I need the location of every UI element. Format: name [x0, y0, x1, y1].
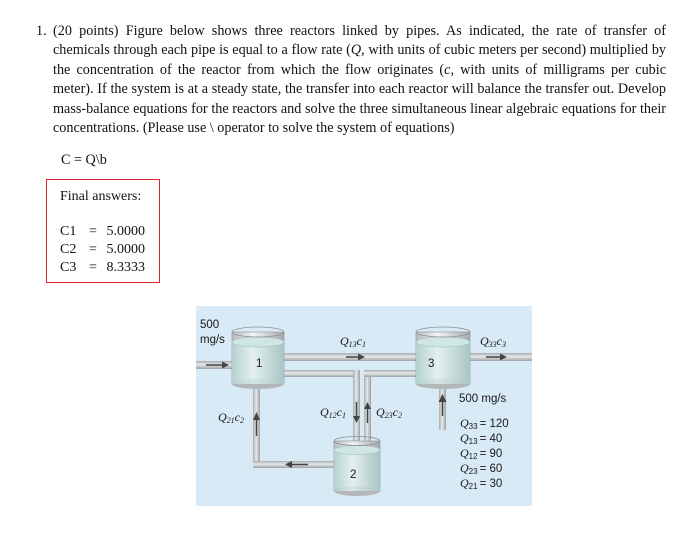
pipe-label-q21c2-c: c — [234, 410, 240, 424]
flow-q21-eq: = 30 — [479, 478, 503, 490]
answer-value: 5.0000 — [106, 242, 145, 257]
reactor-3 — [416, 327, 470, 389]
flow-q12 — [460, 446, 502, 461]
pipe-label-q33c3-sub: 33 — [488, 340, 497, 349]
pipe-label-q33c3 — [480, 334, 506, 349]
problem-text-c: , with units of milligrams per cubic meter). If the system is at a steady state, the transfer into each reactor will balance the transfer out. Develop mass-balance equations for the reactors and solve the three simultaneous linear algebraic equations for their concentrations. (Please use \ operator to solve the system of equations) — [53, 61, 667, 137]
pipe-label-q33c3-csub: 3 — [502, 340, 506, 349]
problem-text — [53, 22, 666, 138]
flow-q12-eq: = 90 — [479, 448, 503, 460]
answer-value: 8.3333 — [106, 260, 145, 275]
pipe-label-q23c2-q: Q — [376, 405, 385, 419]
pipe-label-q33c3-c: c — [496, 334, 502, 348]
answer-label: C1 — [60, 224, 77, 239]
pipe-label-q23c2-c: c — [392, 405, 398, 419]
c-symbol: c — [444, 61, 451, 78]
reactor-2-label: 2 — [350, 469, 357, 481]
pipe-label-q13c1-sub: 13 — [348, 340, 357, 349]
pipe-label-q33c3-q: Q — [480, 334, 489, 348]
pipe-label-q12c1 — [320, 405, 346, 420]
flow-q13-eq: = 40 — [479, 433, 503, 445]
pipe-label-q23c2-csub: 2 — [398, 411, 402, 420]
answer-value: 5.0000 — [106, 224, 145, 239]
flow-q21 — [460, 476, 502, 491]
answer-label: C3 — [60, 260, 77, 275]
reactor-1-label: 1 — [256, 358, 263, 370]
flow-q33-eq: = 120 — [479, 418, 509, 430]
answer-equals: = — [89, 224, 97, 239]
problem-text-b: , with units of cubic meters per second) multiplied by the concentration of the reactor from which the flow originates ( — [53, 42, 667, 78]
flow-q12-sub: 12 — [468, 452, 478, 461]
flow-q33-sub: 33 — [468, 422, 478, 431]
pipe-label-q23c2 — [376, 405, 402, 420]
problem-points: (20 points) — [53, 23, 119, 39]
pipe-label-q12c1-q: Q — [320, 405, 329, 419]
problem-text-a: Figure below shows three reactors linked by pipes. As indicated, the rate of transfer of chemicals through each pipe is equal to a flow rate ( — [53, 23, 666, 59]
flow-q23-q: Q — [460, 461, 469, 475]
pipe-label-q23c2-sub: 23 — [384, 411, 393, 420]
reactor-figure — [196, 306, 532, 506]
pipe-label-q12c1-sub: 12 — [328, 411, 337, 420]
pipe-label-q21c2-sub: 21 — [226, 416, 235, 425]
pipe-label-q21c2-q: Q — [218, 410, 227, 424]
pipe-label-q13c1-csub: 1 — [362, 340, 366, 349]
flow-q23-eq: = 60 — [479, 463, 503, 475]
problem-number: 1. — [36, 23, 47, 39]
flow-q21-q: Q — [460, 476, 469, 490]
flow-q13 — [460, 431, 502, 446]
pipe-label-q13c1 — [340, 334, 366, 349]
flow-q33 — [460, 416, 509, 431]
final-answers-box — [46, 179, 160, 283]
input-value: 500 — [200, 319, 220, 331]
pipe-label-q13c1-c: c — [356, 334, 362, 348]
pipe-label-q13c1-q: Q — [340, 334, 349, 348]
flow-q23-sub: 23 — [468, 467, 478, 476]
answer-row — [60, 242, 145, 258]
flow-q23 — [460, 461, 502, 476]
flow-values — [460, 416, 509, 491]
answer-equals: = — [89, 242, 97, 257]
output-label: 500 mg/s — [459, 393, 507, 405]
flow-q13-sub: 13 — [468, 437, 478, 446]
flow-q33-q: Q — [460, 416, 469, 430]
pipe-label-q21c2 — [218, 410, 244, 425]
formula: C = Q\b — [61, 152, 107, 168]
answers-title: Final answers: — [60, 189, 142, 204]
problem-statement — [36, 22, 666, 138]
q-symbol: Q — [350, 42, 362, 59]
pipe-label-q12c1-c: c — [336, 405, 342, 419]
answer-row — [60, 224, 145, 240]
answer-equals: = — [89, 260, 97, 275]
reactor-3-label: 3 — [428, 358, 435, 370]
reactor-2 — [334, 437, 380, 497]
answer-label: C2 — [60, 242, 77, 257]
answer-row — [60, 260, 145, 276]
pipe-1-to-2-horizontal — [282, 370, 360, 377]
pipe-label-q21c2-csub: 2 — [240, 416, 244, 425]
pipe-2-to-3-horizontal — [364, 370, 420, 377]
flow-q12-q: Q — [460, 446, 469, 460]
reactor-diagram — [196, 306, 532, 506]
flow-q21-sub: 21 — [468, 482, 478, 491]
flow-q13-q: Q — [460, 431, 469, 445]
input-unit: mg/s — [200, 334, 225, 346]
pipe-label-q12c1-csub: 1 — [342, 411, 346, 420]
